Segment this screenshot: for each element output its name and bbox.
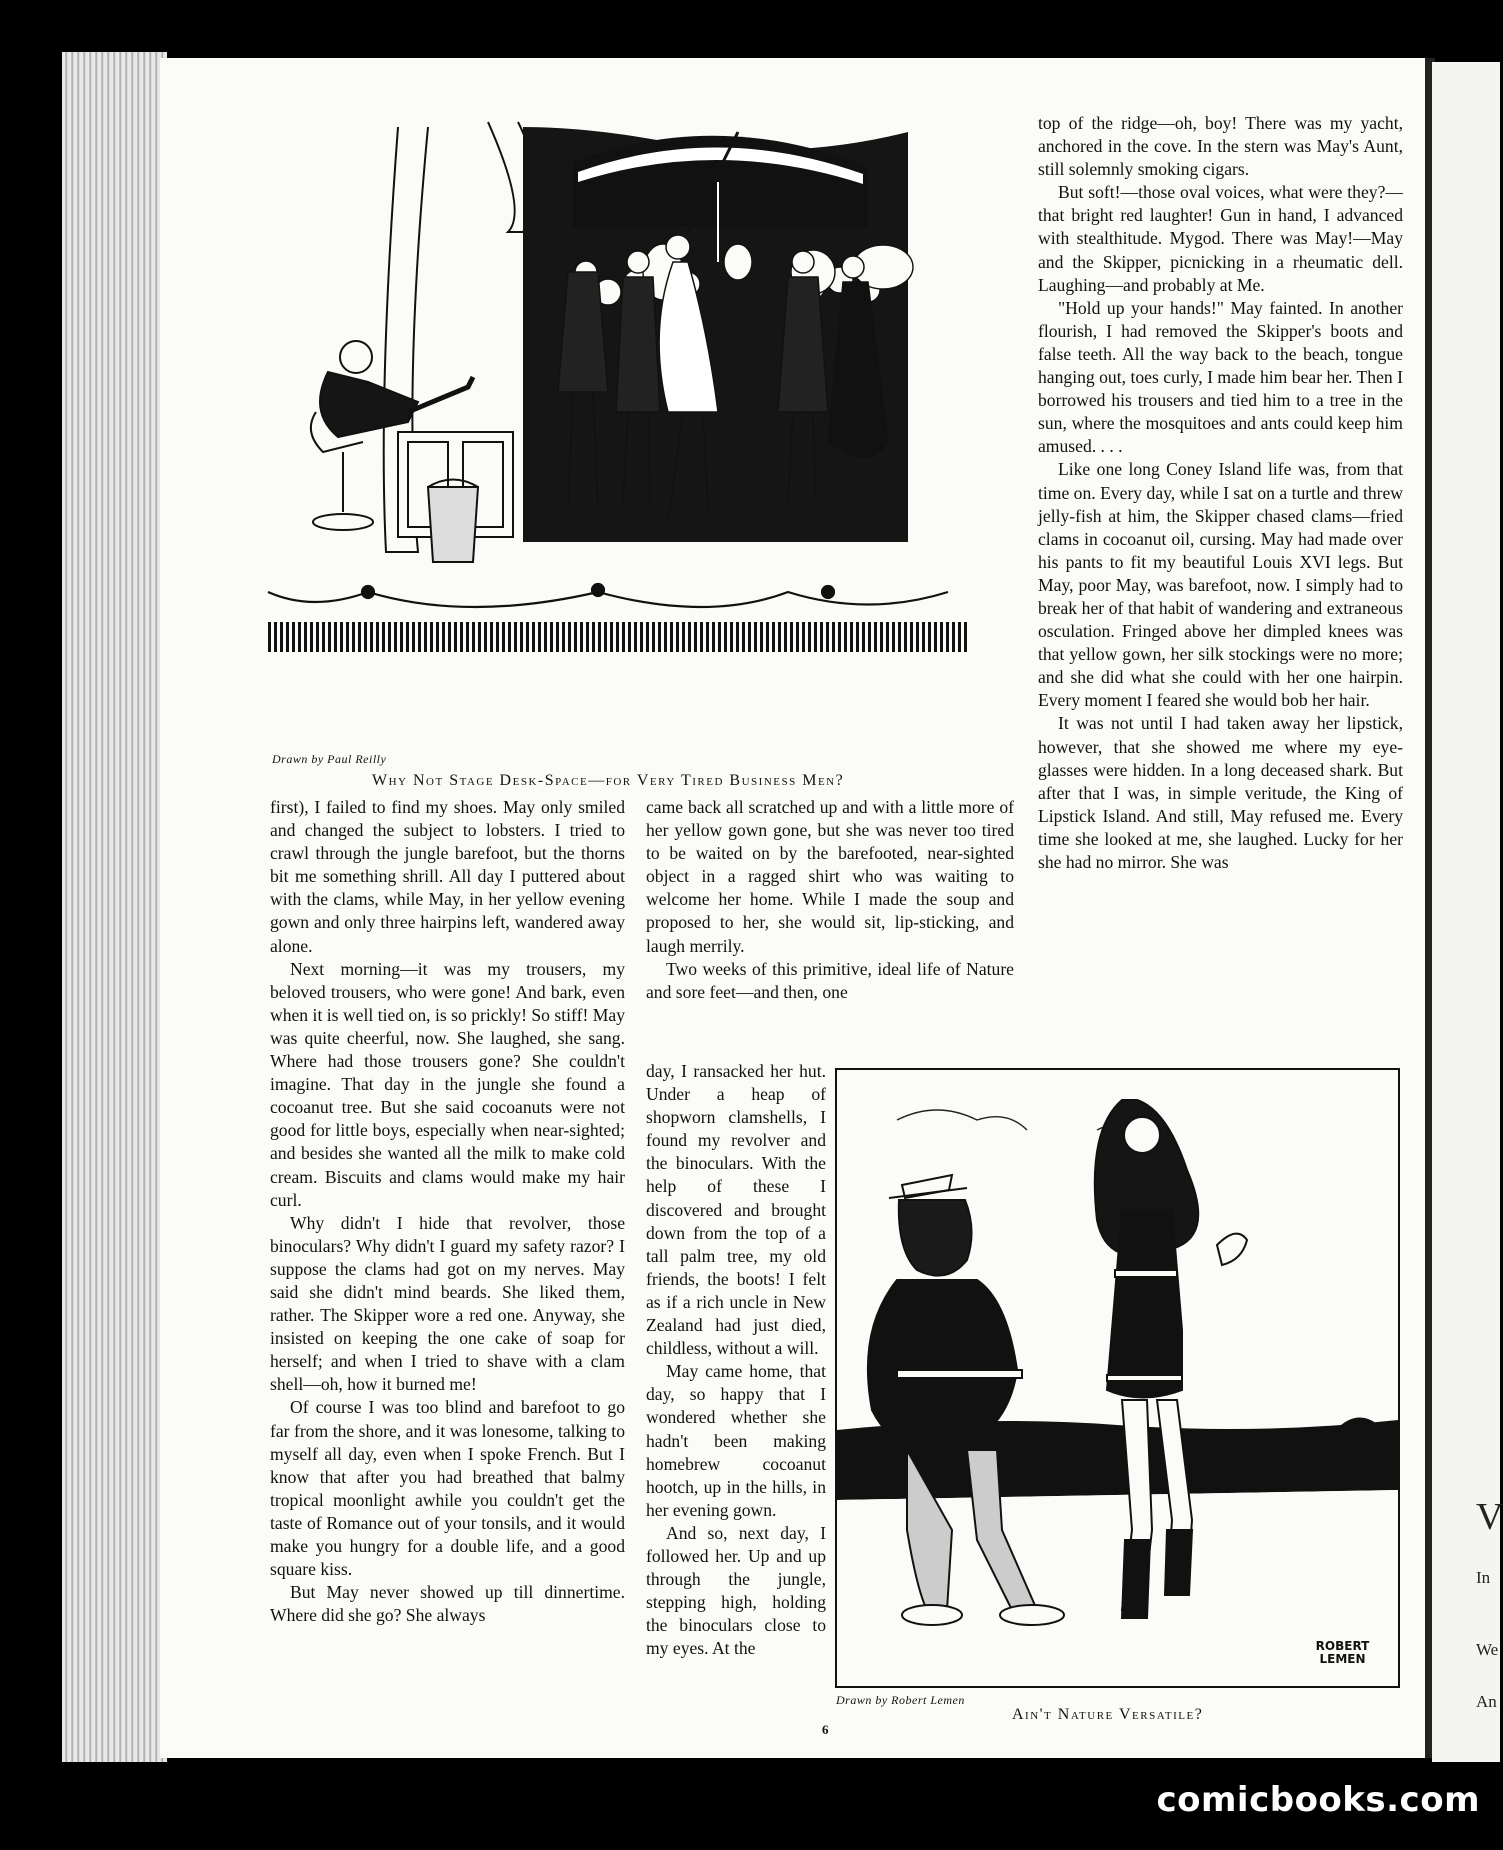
paragraph: It was not until I had taken away her lipstick, however, that she showed me where my eye-glasses were hidden. In a long deceased shark. But after that I was, in simple veritude, the King of Lipstick Island. And still, May refused me. Every time she looked at me, she laughed. Lucky for her she had no mirror. She was <box>1038 713 1403 872</box>
paragraph: And so, next day, I followed her. Up and up through the jungle, stepping high, holding the binoculars close to my eyes. At the <box>646 1522 826 1659</box>
paragraph: top of the ridge—oh, boy! There was my yacht, anchored in the cove. In the stern was May's Aunt, still solemnly smoking cigars. <box>1038 113 1403 180</box>
beach-drawing <box>837 1070 1398 1686</box>
desk-space-drawing <box>268 112 1018 732</box>
next-page-letter: We <box>1476 1640 1499 1659</box>
paragraph: "Hold up your hands!" May fainted. In another flourish, I had removed the Skipper's boots and false teeth. All the way back to the beach, tongue hanging out, toes curly, I made him bear her. Then I borrowed his trousers and tied him to a tree in the sun, where the mosquitoes and ants could keep him amused. . . . <box>1038 297 1403 457</box>
paragraph: day, I ransacked her hut. Under a heap of shopworn clamshells, I found my revolver and the binoculars. With the help of these I discovered and brought down from the top of a tall palm tree, my old friends, the boots! I felt as if a rich uncle in New Zealand had just died, childless, without a will. <box>646 1061 826 1359</box>
illustration-caption-bottom: Ain't Nature Versatile? <box>1012 1706 1204 1723</box>
paragraph: Of course I was too blind and barefoot to go far from the shore, and it was lonesome, talking to myself all day, even when I spoke French. But I know that after you had breathed that balmy tropical moonlight awhile you couldn't get the taste of Romance out of your tonsils, and it would make you hungry for a double life, and a good square kiss. <box>270 1397 625 1580</box>
next-page-letter: An <box>1476 1692 1497 1711</box>
page-number: 6 <box>822 1722 829 1737</box>
column-middle-narrow <box>646 1060 826 1660</box>
column-middle-top <box>646 796 1014 1004</box>
illustration-beach <box>835 1068 1400 1688</box>
illustration-desk-space <box>268 112 1018 732</box>
watermark-site: comicbooks.com <box>1156 1780 1480 1820</box>
book-page-edges <box>62 52 167 1762</box>
paragraph: Like one long Coney Island life was, from that time on. Every day, while I sat on a turtle and threw jelly-fish at him, the Skipper chased clams—fried clams in cocoanut oil, cursing. May had made over his pants to fit my beautiful Louis XVI legs. But May, poor May, was barefoot, now. I simply had to break her of that habit of wandering and extraneous osculation. Fringed above her dimpled knees was that yellow gown, her silk stockings were no more; and she did what she could with her one hairpin. Every moment I feared she would bob her hair. <box>1038 459 1403 711</box>
illustration-credit-bottom: Drawn by Robert Lemen <box>836 1693 965 1707</box>
illustration-signature: ROBERT LEMEN <box>1315 1639 1370 1666</box>
paragraph: Next morning—it was my trousers, my beloved trousers, who were gone! And bark, even when it is well tied on, is so prickly! So stiff! May was quite cheerful, now. She laughed, she sang. Where had those trousers gone? She couldn't imagine. That day in the jungle she found a cocoanut tree. But she said cocoanuts were not good for little boys, especially when near-sighted; and besides she wanted all the milk to make cold cream. Biscuits and clams would make my hair curl. <box>270 958 625 1210</box>
column-left <box>270 796 625 1627</box>
column-right-top <box>1038 112 1403 874</box>
paragraph: But soft!—those oval voices, what were they?—that bright red laughter! Gun in hand, I advanced with stealthitude. Mygod. There was May!—May and the Skipper, picnicking in a rheumatic dell. Laughing—and probably at Me. <box>1038 182 1403 295</box>
paragraph: May came home, that day, so happy that I wondered whether she hadn't been making homebrew cocoanut hootch, up in the hills, in her evening gown. <box>646 1361 826 1520</box>
paragraph: Why didn't I hide that revolver, those binoculars? Why didn't I guard my safety razor? I suppose the clams had got on my nerves. May said she didn't mind beards. She liked them, rather. The Skipper wore a red one. Anyway, she insisted on keeping the one cake of soap for herself; and when I tried to shave with a clam shell—oh, how it burned me! <box>270 1212 625 1395</box>
paragraph: came back all scratched up and with a little more of her yellow gown gone, but she was never too tired to be waited on by the barefooted, near-sighted object in a ragged shirt who was waiting to welcome her home. While I made the soup and proposed to her, she would sit, lip-sticking, and laugh merrily. <box>646 797 1014 956</box>
paragraph: But May never showed up till dinnertime. Where did she go? She always <box>270 1582 625 1626</box>
paragraph: Two weeks of this primitive, ideal life of Nature and sore feet—and then, one <box>646 958 1014 1002</box>
paragraph: first), I failed to find my shoes. May only smiled and changed the subject to lobsters. I tried to crawl through the jungle barefoot, but the thorns bit me something shrill. All day I puttered about with the clams, while May, in her yellow evening gown and only three hairpins left, wandered away alone. <box>270 797 625 956</box>
next-page-letter: V <box>1476 1496 1503 1538</box>
next-page-letter: In <box>1476 1568 1491 1587</box>
illustration-caption-top: Why Not Stage Desk-Space—for Very Tired Business Men? <box>372 772 845 789</box>
illustration-credit-top: Drawn by Paul Reilly <box>272 752 387 766</box>
